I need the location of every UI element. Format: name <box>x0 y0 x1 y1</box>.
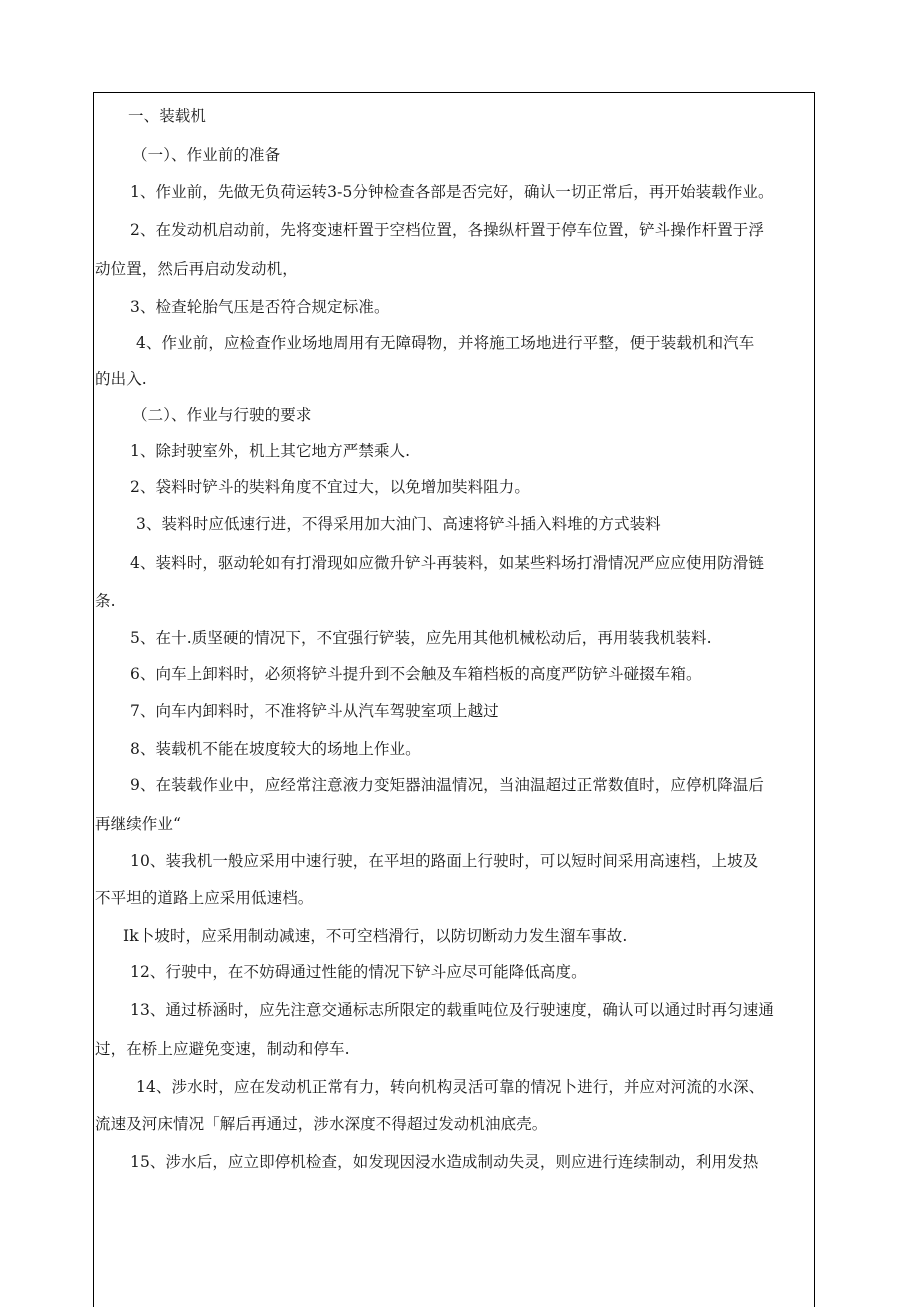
text-line: 12、行驶中，在不妨碍通过性能的情况下铲斗应尽可能降低高度。 <box>130 963 587 981</box>
text-line: 1、除封驶室外，机上其它地方严禁乘人. <box>130 442 411 460</box>
text-line: 不平坦的道路上应采用低速档。 <box>95 889 314 907</box>
text-line: 3、装料时应低速行进，不得采用加大油门、高速将铲斗插入料堆的方式装料 <box>136 515 661 533</box>
text-line: 再继续作业“ <box>95 815 182 833</box>
text-line: 动位置，然后再启动发动机， <box>95 260 298 278</box>
text-line: 条. <box>95 592 116 610</box>
text-line: 2、袋料时铲斗的奘料角度不宜过大，以免增加奘料阻力。 <box>130 478 530 496</box>
text-line: 13、通过桥涵时，应先注意交通标志所限定的载重吨位及行驶速度，确认可以通过时再匀速通 <box>130 1001 774 1019</box>
text-line: 过，在桥上应避免变速，制动和停车. <box>95 1040 350 1058</box>
text-line: 8、装载机不能在坡度较大的场地上作业。 <box>130 740 421 758</box>
text-line: 9、在装载作业中，应经常注意液力变矩器油温情况，当油温超过正常数值时，应停机降温后 <box>130 776 764 794</box>
text-line: 3、检查轮胎气压是否符合规定标准。 <box>130 298 390 316</box>
text-line: 7、向车内卸料时，不准将铲斗从汽车驾驶室项上越过 <box>130 702 499 720</box>
text-line: 5、在十.质坚硬的情况下，不宜强行铲装，应先用其他机械松动后，再用装我机装料. <box>130 629 712 647</box>
text-line: 10、装我机一般应采用中速行驶，在平坦的路面上行驶时，可以短时间采用高速档，上坡及 <box>130 852 759 870</box>
text-line: 6、向车上卸料时，必须将铲斗提升到不会触及车箱档板的高度严防铲斗碰掇车箱。 <box>130 665 702 683</box>
text-line: Ik卜坡时，应采用制动减速，不可空档滑行，以防切断动力发生溜车事故. <box>123 927 628 945</box>
text-line: 15、涉水后，应立即停机检查，如发现因浸水造成制动失灵，则应进行连续制动，利用发热 <box>130 1153 759 1171</box>
subsection-heading: （一）、作业前的准备 <box>132 146 281 164</box>
text-line: 流速及河床情况「解后再通过，涉水深度不得超过发动机油底壳。 <box>95 1115 548 1133</box>
text-line: 4、作业前，应检查作业场地周用有无障碍物，并将施工场地进行平整，便于装载机和汽车 <box>136 334 755 352</box>
section-heading: 一、装载机 <box>128 107 207 125</box>
text-line: 2、在发动机启动前，先将变速杆置于空档位置，各操纵杆置于停车位置，铲斗操作杆置于浮 <box>130 221 764 239</box>
text-line: 14、涉水时，应在发动机正常有力，转向机构灵活可靠的情况卜进行，并应对河流的水深、 <box>136 1078 765 1096</box>
subsection-heading: （二）、作业与行驶的要求 <box>132 406 312 424</box>
text-line: 1、作业前，先做无负荷运转3-5分钟检查各部是否完好，确认一切正常后，再开始装载作业。 <box>130 183 774 201</box>
text-line: 4、装料时，驱动轮如有打滑现如应微升铲斗再装料，如某些料场打滑情况严应应使用防滑链 <box>130 554 764 572</box>
text-line: 的出入. <box>95 370 147 388</box>
